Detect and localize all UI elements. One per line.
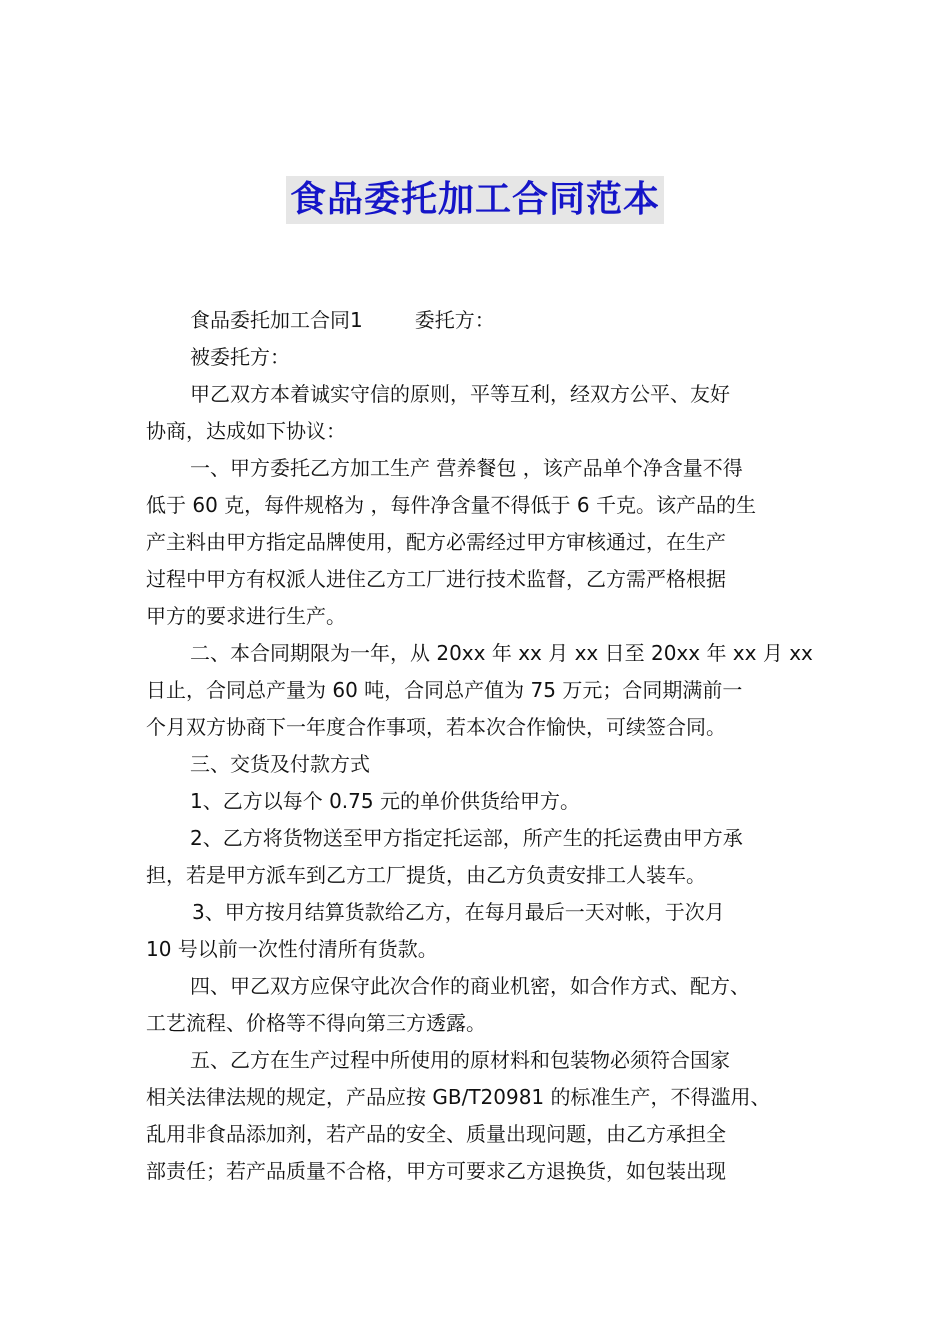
paragraph-line: 10 号以前一次性付清所有货款。	[146, 937, 438, 961]
paragraph-line: 五、乙方在生产过程中所使用的原材料和包装物必须符合国家	[190, 1048, 730, 1072]
paragraph-line: 甲乙双方本着诚实守信的原则，平等互利，经双方公平、友好	[190, 382, 730, 406]
section-heading: 三、交货及付款方式	[190, 752, 370, 776]
paragraph-line: 担，若是甲方派车到乙方工厂提货，由乙方负责安排工人装车。	[146, 863, 706, 887]
paragraph-line: 部责任；若产品质量不合格，甲方可要求乙方退换货，如包装出现	[146, 1159, 726, 1183]
paragraph-line: 1、乙方以每个 0.75 元的单价供货给甲方。	[190, 789, 580, 813]
paragraph-line: 协商，达成如下协议：	[146, 419, 346, 443]
paragraph-line: 低于 60 克，每件规格为 ，每件净含量不得低于 6 千克。该产品的生	[146, 493, 756, 517]
paragraph-line: 日止，合同总产量为 60 吨，合同总产值为 75 万元；合同期满前一	[146, 678, 743, 702]
paragraph-line: 二、本合同期限为一年，从 20xx 年 xx 月 xx 日至 20xx 年 xx 月 xx	[190, 641, 813, 665]
contract-name: 食品委托加工合同1	[190, 308, 363, 332]
line-contract-header	[146, 302, 810, 339]
paragraph-line: 一、甲方委托乙方加工生产 营养餐包 ，该产品单个净含量不得	[190, 456, 743, 480]
paragraph-line: 相关法律法规的规定，产品应按 GB/T20981 的标准生产，不得滥用、	[146, 1085, 771, 1109]
paragraph-line: 四、甲乙双方应保守此次合作的商业机密，如合作方式、配方、	[190, 974, 750, 998]
paragraph-line: 3、甲方按月结算货款给乙方，在每月最后一天对帐，于次月	[192, 900, 725, 924]
paragraph-line: 产主料由甲方指定品牌使用，配方必需经过甲方审核通过，在生产	[146, 530, 726, 554]
paragraph-line: 工艺流程、价格等不得向第三方透露。	[146, 1011, 486, 1035]
paragraph-line: 2、乙方将货物送至甲方指定托运部，所产生的托运费由甲方承	[190, 826, 743, 850]
client-label: 委托方：	[414, 308, 495, 332]
paragraph-line: 乱用非食品添加剂，若产品的安全、质量出现问题，由乙方承担全	[146, 1122, 726, 1146]
document-body	[146, 302, 813, 1190]
paragraph-line: 甲方的要求进行生产。	[146, 604, 346, 628]
title-wrap	[0, 176, 950, 224]
paragraph-line: 个月双方协商下一年度合作事项，若本次合作愉快，可续签合同。	[146, 715, 726, 739]
document-title: 食品委托加工合同范本	[286, 176, 664, 224]
paragraph-line: 过程中甲方有权派人进住乙方工厂进行技术监督，乙方需严格根据	[146, 567, 726, 591]
line-contractor: 被委托方：	[190, 345, 290, 369]
